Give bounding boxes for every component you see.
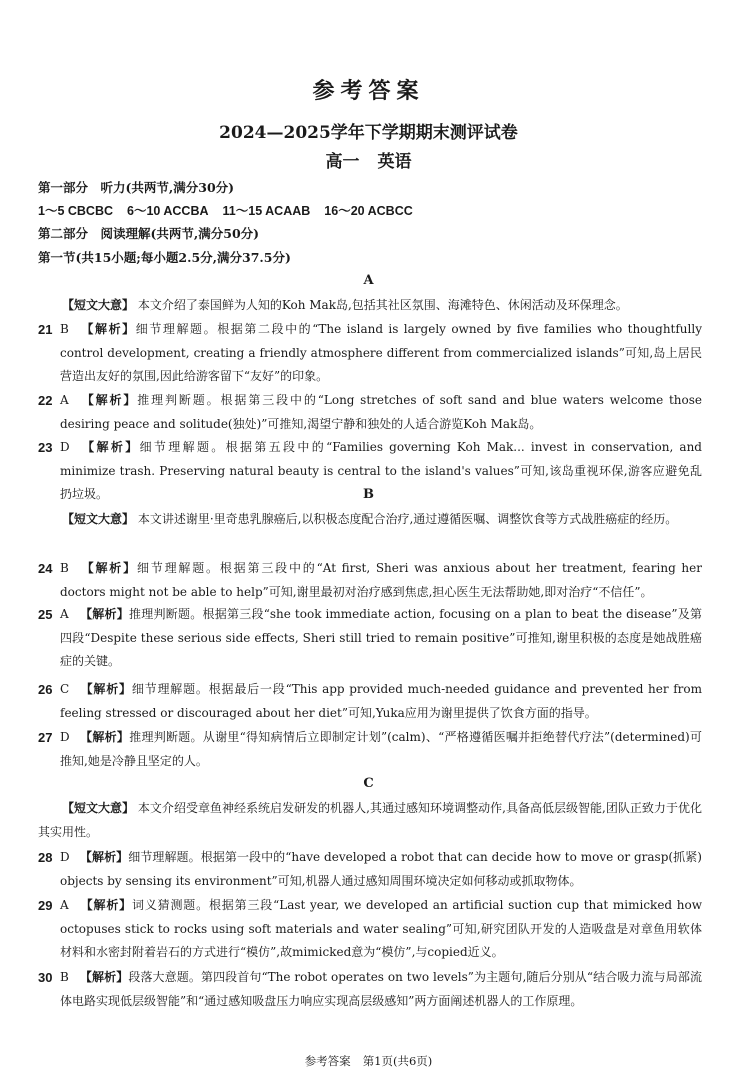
question-number: 29 xyxy=(38,898,53,913)
analysis-text: 细节理解题。根据第三段中的“At first, Sheri was anxious about her treatment, fearing her doctors might not be able to help”可知,谢里最初对治疗感到焦虑,担心医生无法帮助她,即对治疗“不信任”。 xyxy=(60,561,702,599)
question-number: 23 xyxy=(38,440,53,455)
analysis-label: 【解析】 xyxy=(80,682,132,696)
question-27 xyxy=(38,726,702,773)
question-28 xyxy=(38,846,702,893)
summary-text: 本文介绍受章鱼神经系统启发研发的机器人,其通过感知环境调整动作,具备高低层级智能,团队正致力于优化其实用性。 xyxy=(38,801,702,839)
analysis-label: 【解析】 xyxy=(79,970,129,984)
question-number: 27 xyxy=(38,730,53,745)
answer-letter: A xyxy=(60,393,69,407)
answer-letter: B xyxy=(60,561,69,575)
analysis-text: 细节理解题。根据第五段中的“Families governing Koh Mak... invest in conservation, and minimize trash. Preserving natural beauty is central to the island's values”可知,该岛重视环保,游客应避免乱扔垃圾。 xyxy=(60,440,702,501)
summary-label: 【短文大意】 xyxy=(62,512,135,526)
summary-text: 本文介绍了泰国鲜为人知的Koh Mak岛,包括其社区氛围、海滩特色、休闲活动及环保理念。 xyxy=(137,298,628,312)
analysis-text: 细节理解题。根据最后一段“This app provided much-needed guidance and prevented her from feeling stressed or discouraged about her diet”可知,Yuka应用为谢里提供了饮食方面的指导。 xyxy=(60,682,702,720)
page-footer xyxy=(0,1053,737,1069)
question-22 xyxy=(38,389,702,436)
question-21 xyxy=(38,318,702,389)
analysis-label: 【解析】 xyxy=(82,440,140,454)
page-title: 参考答案 xyxy=(312,78,425,104)
answer-letter: A xyxy=(60,898,69,912)
analysis-text: 细节理解题。根据第一段中的“have developed a robot that can decide how to move or grasp(抓紧) objects by sensing its environment”可知,机器人通过感知周围环境决定如何移动或抓取物体。 xyxy=(60,850,702,888)
summary-text: 本文讲述谢里·里奇患乳腺癌后,以积极态度配合治疗,通过遵循医嘱、调整饮食等方式战胜癌症的经历。 xyxy=(137,512,678,526)
passage-c-heading: C xyxy=(363,776,374,791)
analysis-text: 推理判断题。根据第三段“she took immediate action, focusing on a plan to beat the disease”及第四段“Despite these serious side effects, Sheri still tried to remain positive”可推知,谢里积极的态度是她战胜癌症的关键。 xyxy=(60,607,702,668)
question-number: 26 xyxy=(38,682,53,697)
analysis-text: 段落大意题。第四段首句“The robot operates on two levels”为主题句,随后分别从“结合吸力流与局部流体电路实现低层级智能”和“通过感知吸盘压力响应实现高层级感知”两方面阐述机器人的工作原理。 xyxy=(60,970,702,1008)
part1-heading: 第一部分 听力(共两节,满分30分) xyxy=(38,180,235,195)
grade-label: 高一 xyxy=(325,152,360,172)
analysis-label: 【解析】 xyxy=(81,322,136,336)
answer-letter: D xyxy=(60,850,70,864)
analysis-label: 【解析】 xyxy=(81,393,138,407)
answer-letter: B xyxy=(60,970,69,984)
question-24 xyxy=(38,557,702,604)
answer-letter: D xyxy=(60,730,70,744)
passage-c-summary xyxy=(38,797,702,844)
analysis-label: 【解析】 xyxy=(79,850,129,864)
question-number: 22 xyxy=(38,393,53,408)
question-number: 30 xyxy=(38,970,53,985)
question-30 xyxy=(38,966,702,1013)
analysis-label: 【解析】 xyxy=(80,607,130,621)
passage-b-heading: B xyxy=(363,487,374,502)
answer-letter: C xyxy=(60,682,70,696)
grade-subject xyxy=(0,147,737,172)
passage-b-summary xyxy=(38,508,702,532)
answer-letter: A xyxy=(60,607,69,621)
analysis-text: 细节理解题。根据第二段中的“The island is largely owned by five families who thoughtfully control development, creating a friendly atmosphere different from commercialized islands”可知,岛上居民营造出友好的氛围,因此给游客留下“友好”的印象。 xyxy=(60,322,702,383)
question-number: 24 xyxy=(38,561,53,576)
question-25 xyxy=(38,603,702,674)
summary-label: 【短文大意】 xyxy=(62,298,135,312)
analysis-text: 推理判断题。从谢里“得知病情后立即制定计划”(calm)、“严格遵循医嘱并拒绝替代疗法”(determined)可推知,她是冷静且坚定的人。 xyxy=(60,730,702,768)
answer-letter: B xyxy=(60,322,69,336)
footer-doc-label: 参考答案 xyxy=(304,1054,351,1068)
question-number: 28 xyxy=(38,850,53,865)
listening-keys xyxy=(38,201,427,219)
exam-subtitle: 2024—2025学年下学期期末测评试卷 xyxy=(219,123,518,143)
analysis-text: 推理判断题。根据第三段中的“Long stretches of soft sand and blue waters welcome those desiring peace and solitude(独处)”可推知,渴望宁静和独处的人适合游览Koh Mak岛。 xyxy=(60,393,702,431)
analysis-label: 【解析】 xyxy=(80,730,130,744)
key-group: 16～20 ACBCC xyxy=(324,204,413,218)
key-group: 11～15 ACAAB xyxy=(222,204,311,218)
answer-letter: D xyxy=(60,440,70,454)
key-group: 6～10 ACCBA xyxy=(127,204,209,218)
passage-a-heading: A xyxy=(363,273,374,288)
part2-heading: 第二部分 阅读理解(共两节,满分50分) xyxy=(38,226,260,241)
question-26 xyxy=(38,678,702,725)
question-29 xyxy=(38,894,702,965)
subject-label: 英语 xyxy=(377,152,412,172)
analysis-text: 词义猜测题。根据第三段“Last year, we developed an artificial suction cup that mimicked how octopuses stick to rocks using soft materials and water sealing”可知,研究团队开发的人造吸盘是对章鱼用软体材料和水密封附着岩石的方式进行“模仿”,故mimicked意为“模仿”,与copied近义。 xyxy=(60,898,702,959)
key-group: 1～5 CBCBC xyxy=(38,204,114,218)
section1-heading: 第一节(共15小题;每小题2.5分,满分37.5分) xyxy=(38,250,291,265)
question-number: 25 xyxy=(38,607,53,622)
summary-label: 【短文大意】 xyxy=(62,801,135,815)
passage-a-summary xyxy=(38,294,702,318)
analysis-label: 【解析】 xyxy=(81,561,137,575)
question-number: 21 xyxy=(38,322,53,337)
footer-page-number: 第1页(共6页) xyxy=(362,1054,433,1068)
analysis-label: 【解析】 xyxy=(80,898,132,912)
